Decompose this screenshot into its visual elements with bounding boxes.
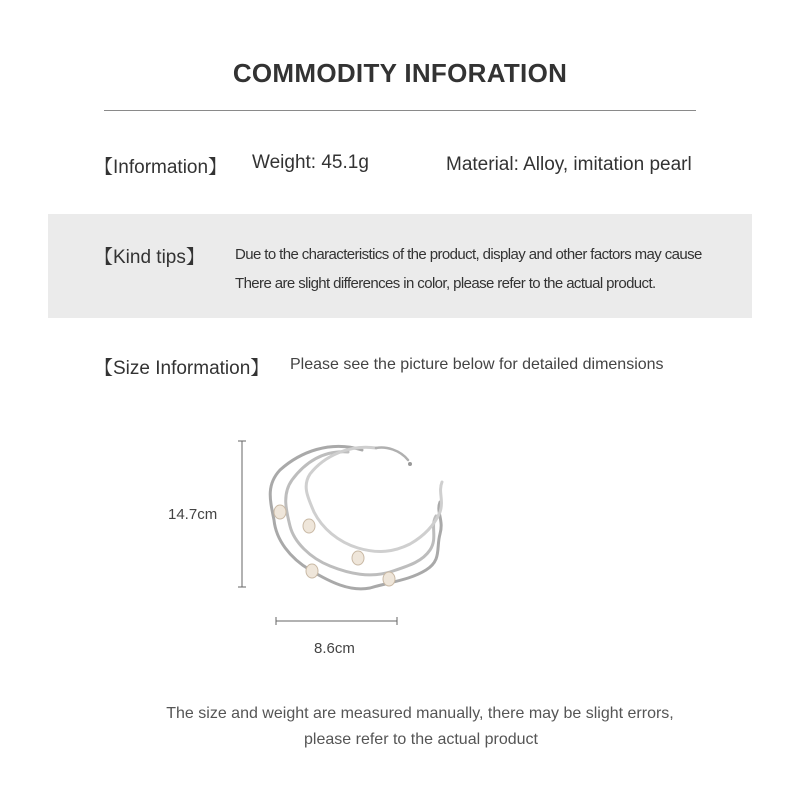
height-measurement: 14.7cm: [168, 506, 218, 523]
necklace-wire-outer: [270, 446, 441, 589]
pearl: [383, 572, 395, 586]
title-divider: [104, 110, 696, 111]
page-title: COMMODITY INFORATION: [232, 58, 568, 88]
pearl: [306, 564, 318, 578]
necklace-end-cap: [408, 462, 412, 466]
weight-value: Weight: 45.1g: [252, 152, 369, 173]
kind-tips-line-1: Due to the characteristics of the product, display and other factors may cause: [235, 246, 702, 263]
size-information-label: 【Size Information】: [94, 358, 270, 379]
material-value: Material: Alloy, imitation pearl: [446, 154, 692, 175]
pearl: [303, 519, 315, 533]
measurement-note-line-2: please refer to the actual product: [304, 731, 538, 748]
product-dimension-figure: [230, 430, 460, 630]
kind-tips-line-2: There are slight differences in color, please refer to the actual product.: [235, 275, 656, 292]
pearl: [352, 551, 364, 565]
size-information-description: Please see the picture below for detailed dimensions: [290, 356, 664, 373]
pearl: [274, 505, 286, 519]
height-dimension-line: [238, 441, 246, 587]
necklace-wire-inner: [306, 447, 442, 551]
necklace-wire-end: [376, 448, 408, 461]
width-measurement: 8.6cm: [314, 640, 355, 657]
necklace-illustration: [270, 446, 442, 589]
measurement-note-line-1: The size and weight are measured manually, there may be slight errors,: [166, 705, 674, 722]
kind-tips-label: 【Kind tips】: [94, 247, 205, 268]
information-label: 【Information】: [94, 157, 228, 178]
width-dimension-line: [276, 617, 397, 625]
